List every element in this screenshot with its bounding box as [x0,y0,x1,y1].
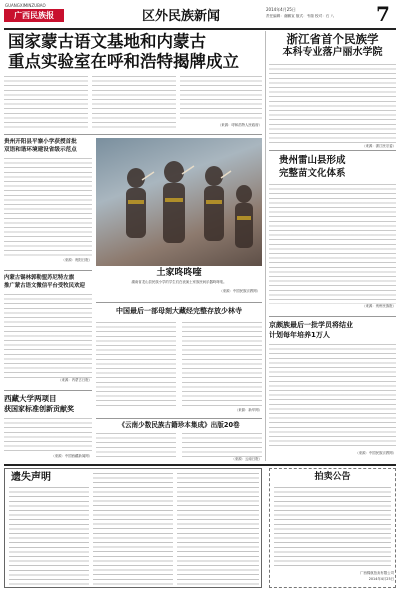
lead-source: （来源：呼和浩特人民政府） [217,123,262,127]
shaolin-bottom-rule [96,418,262,419]
photo-bottom-rule [96,302,262,303]
leishan-source: （来源：贵州民族报） [362,304,396,308]
editor-credits: 责任编辑：谢鹏宣 版式：韦瑞 校对：石 八 [266,14,335,18]
guizhou-story [4,138,92,266]
jingpo-body [269,344,396,450]
neimenggu-source: （来源：内蒙古日报） [58,378,92,382]
jingpo-source: （来源：中国民族宗教网） [355,451,396,455]
zhejiang-body [269,64,396,144]
leishan-headline-line2: 完整苗文化体系 [279,168,346,179]
page-number: 7 [376,2,390,26]
lead-body-col2 [92,76,176,128]
photo-caption-text: 湖南省龙山县民族小学的学生们在表演土家族民间乐器咚咚喹。 [131,280,227,284]
zhejiang-bottom-rule [269,150,396,151]
lead-headline-line1: 国家蒙古语文基地和内蒙古 [8,32,206,51]
lost-notice-title: 遗失声明 [11,472,51,483]
xizang-body [4,418,92,454]
xizang-story [4,394,92,462]
photo-caption-title: 土家咚咚喹 [156,268,202,278]
edition-id: GUANGXIMINZUBAO [5,3,46,8]
guizhou-headline-line2: 双语和谐环境建设省级示范点 [4,147,77,153]
performers-illustration [96,138,262,266]
yunnan-body-right [182,433,262,457]
auction-org: 广西锦航拍卖有限公司 [360,571,394,575]
neimenggu-story [4,274,92,386]
zhejiang-headline-line2: 本科专业落户丽水学院 [282,47,383,58]
lost-notice-list-2 [93,473,173,585]
masthead [4,2,396,28]
photo-block [96,138,262,300]
shaolin-source: （来源：新华网） [234,408,262,412]
zhejiang-source: （来源：浙江民宗委） [362,144,396,148]
section-title: 区外民族新闻 [142,9,221,24]
photo-source: （来源：中国民族宗教网） [219,289,260,293]
masthead-rule [4,28,396,30]
guizhou-body [4,158,92,258]
shaolin-headline: 中国最后一部母刻大藏经完整存放少林寺 [116,307,242,315]
leishan-story [269,154,396,314]
shaolin-body-left [96,322,176,408]
auction-notice-block [269,468,396,588]
zhejiang-headline-line1: 浙江省首个民族学 [286,32,379,46]
auction-notice-title: 拍卖公告 [314,472,351,482]
neimenggu-body [4,294,92,378]
yunnan-headline: 《云南少数民族古籍珍本集成》出版20卷 [118,421,240,429]
notices-top-rule [4,464,396,466]
leishan-headline-line1: 贵州雷山县形成 [279,155,346,166]
guizhou-bottom-rule [4,270,92,271]
jingpo-headline-line1: 京颇族最后一批学员将结业 [269,321,353,329]
performers-photo [96,138,262,266]
yunnan-story [96,421,262,463]
lead-story [4,32,262,132]
lost-notice-list-1 [9,487,89,585]
yunnan-source: （来源：云南日报） [231,457,262,461]
shaolin-story [96,306,262,416]
yunnan-body-left [96,433,176,457]
auction-date: 2014年4月25日 [368,577,394,581]
guizhou-source: （来源：贵阳日报） [61,258,92,262]
jingpo-story [269,320,396,460]
leishan-bottom-rule [269,316,396,317]
zhejiang-story [269,32,396,150]
auction-notice-body [274,487,391,567]
neimenggu-headline-line2: 推广蒙古语文微信平台受牧民欢迎 [4,283,85,289]
neimenggu-bottom-rule [4,390,92,391]
issue-date: 2014年4月25日 [266,7,296,12]
xizang-headline-line2: 获国家标准创新贡献奖 [4,405,74,413]
lost-notice-block [4,468,262,588]
xizang-headline-line1: 西藏大学两项目 [4,394,57,403]
lead-body-col1 [4,76,88,128]
jingpo-headline-line2: 计划每年培养1万人 [269,331,330,339]
lead-bottom-rule [4,134,262,135]
paper-name-badge [4,9,64,22]
shaolin-body-right [182,322,262,408]
xizang-source: （来源：中国西藏新闻网） [51,454,92,458]
guizhou-headline-line1: 贵州开阳县平寨小学获授首批 [4,139,77,145]
lead-body-col3 [180,76,262,122]
lost-notice-list-3 [177,473,259,585]
lead-headline-line2: 重点实验室在呼和浩特揭牌成立 [8,52,239,71]
neimenggu-headline-line1: 内蒙古锡林郭勒盟苏尼特左旗 [4,275,75,281]
paper-name: 广西民族报 [14,10,54,20]
leishan-body [269,184,396,304]
col-divider-main [265,31,266,461]
